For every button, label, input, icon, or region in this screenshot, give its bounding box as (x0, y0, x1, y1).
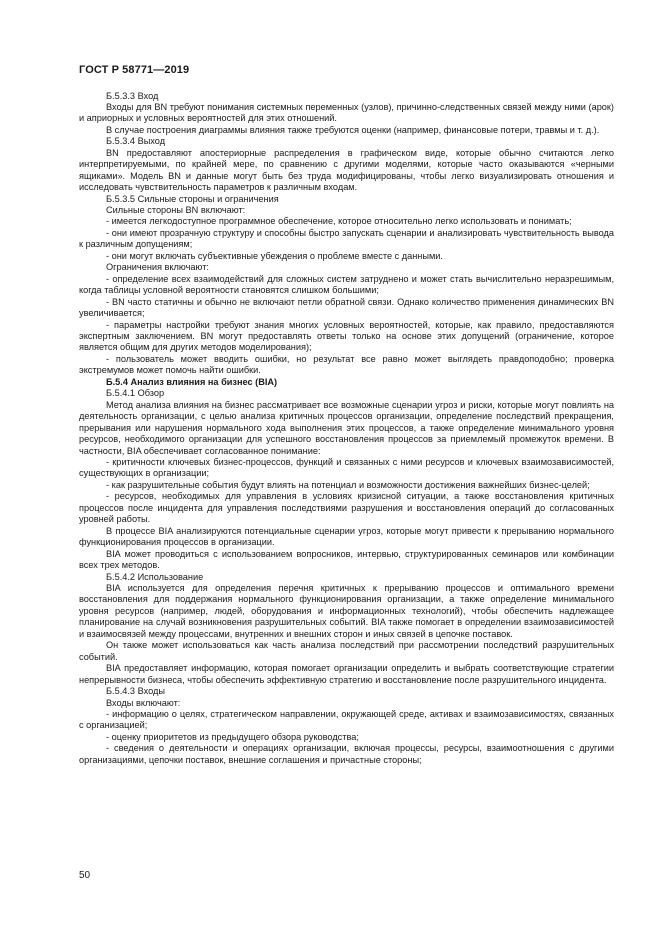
list-item: - BN часто статичны и обычно не включают петли обратной связи. Однако количество применения динамических BN увеличивается; (79, 296, 614, 319)
paragraph: Он также может использоваться как часть анализа последствий при рассмотрении последствий разрушительных событий. (79, 640, 614, 662)
paragraph: Входы для BN требуют понимания системных переменных (узлов), причинно-следственных связей между ними (арок) и априорных и условных вероятностей для этих отношений. (79, 101, 614, 124)
paragraph: BN предоставляют апостериорные распределения в графическом виде, которые обычно считаются легко интерпретируемыми, по крайней мере, по сравнению с другими моделями, которые часто оказываются «черными ящиками». Модель BN и данные могут быть без труда модифицированы, чтобы легко визуализировать отношения и исследовать чувствительность параметров к различным входам. (79, 147, 614, 193)
list-item: - как разрушительные события будут влиять на потенциал и возможности достижения важнейших бизнес-целей; (106, 479, 590, 490)
paragraph: В случае построения диаграммы влияния также требуются оценки (например, финансовые потери, травмы и т. д.). (106, 124, 600, 135)
document-body (79, 91, 614, 767)
subsection-heading-b533: Б.5.3.3 Вход (106, 90, 159, 101)
list-item: - оценку приоритетов из предыдущего обзора руководства; (106, 731, 359, 742)
list-item: - они могут включать субъективные убеждения о проблеме вместе с данными. (106, 250, 443, 261)
list-item: - они имеют прозрачную структуру и способны быстро запускать сценарии и анализировать чувствительность вывода к различным допущениям; (79, 227, 614, 250)
list-item: - сведения о деятельности и операциях организации, включая процессы, ресурсы, взаимоотношения с другими организациями, цепочки поставок, внешние соглашения и причастные стороны; (79, 743, 614, 765)
subsection-heading-b543: Б.5.4.3 Входы (106, 686, 165, 697)
list-item: - пользователь может вводить ошибки, но результат все равно может выглядеть правдоподобно; проверка экстремумов может помочь найти ошибки. (79, 353, 614, 376)
subsection-heading-b541: Б.5.4.1 Обзор (106, 388, 165, 399)
section-heading-b54: Б.5.4 Анализ влияния на бизнес (BIA) (106, 376, 278, 387)
document-header: ГОСТ Р 58771—2019 (79, 64, 190, 76)
list-item: - определение всех взаимодействий для сложных систем затруднено и может стать вычислительно неразрешимым, когда таблицы условной вероятности становятся слишком большими; (79, 273, 614, 296)
subsection-heading-b535: Б.5.3.5 Сильные стороны и ограничения (106, 193, 279, 204)
subsection-heading-b542: Б.5.4.2 Использование (106, 571, 204, 582)
list-item: - параметры настройки требуют знания многих условных вероятностей, которые, как правило, предоставляются экспертным заключением. BN могут предоставлять ответы только на основе этих допущений (ограничение, которое является общим для других методов моделирования); (79, 319, 614, 353)
paragraph: Ограничения включают: (106, 262, 209, 273)
paragraph: В процессе BIA анализируются потенциальные сценарии угроз, которые могут привести к прерыванию нормального функционирования процессов в организации. (79, 525, 614, 548)
paragraph: BIA предоставляет информацию, которая помогает организации определить и выбрать соответствующие стратегии непрерывности бизнеса, чтобы обеспечить эффективную стратегию и восстановление после разрушительного инцидента. (79, 663, 614, 685)
list-item: - ресурсов, необходимых для управления в условиях кризисной ситуации, а также восстановления критичных процессов после инцидента для управления последствиями разрушения и восстановления операций до согласованных уровней работы. (79, 491, 614, 525)
page-number: 50 (79, 870, 91, 881)
paragraph: BIA используется для определения перечня критичных к прерыванию процессов и оптимального времени восстановления для поддержания нормального функционирования организации, а также определение минимального уровня ресурсов (например, людей, оборудования и информационных технологий), чтобы обеспечить надлежащее планирование на случай возникновения разрушительных событий. BIA также помогает в определении взаимозависимостей и взаимосвязей между процессами, внутренних и внешних сторон и иных связей в цепочке поставок. (79, 582, 614, 639)
paragraph: BIA может проводиться с использованием вопросников, интервью, структурированных семинаров или комбинации всех трех методов. (79, 548, 614, 571)
paragraph: Входы включают: (106, 697, 181, 708)
paragraph: Метод анализа влияния на бизнес рассматривает все возможные сценарии угроз и риски, которые могут повлиять на деятельность организации, с целью анализа критичных процессов организации, определение последствий прекращения, прерывания или нарушения нормального хода выполнения этих процессов, а также определение минимального уровня ресурсов, необходимого организации для успешного восстановления процессов за приемлемый промежуток времени. В частности, BIA обеспечивает согласованное понимание: (79, 399, 614, 456)
list-item: - критичности ключевых бизнес-процессов, функций и связанных с ними ресурсов и ключевых взаимозависимостей, существующих в организации; (79, 457, 614, 479)
subsection-heading-b534: Б.5.3.4 Выход (106, 136, 166, 147)
list-item: - информацию о целях, стратегическом направлении, окружающей среде, активах и взаимозависимостях, связанных с организацией; (79, 708, 614, 731)
paragraph: Сильные стороны BN включают: (106, 205, 246, 216)
list-item: - имеется легкодоступное программное обеспечение, которое относительно легко использовать и понимать; (106, 216, 572, 227)
